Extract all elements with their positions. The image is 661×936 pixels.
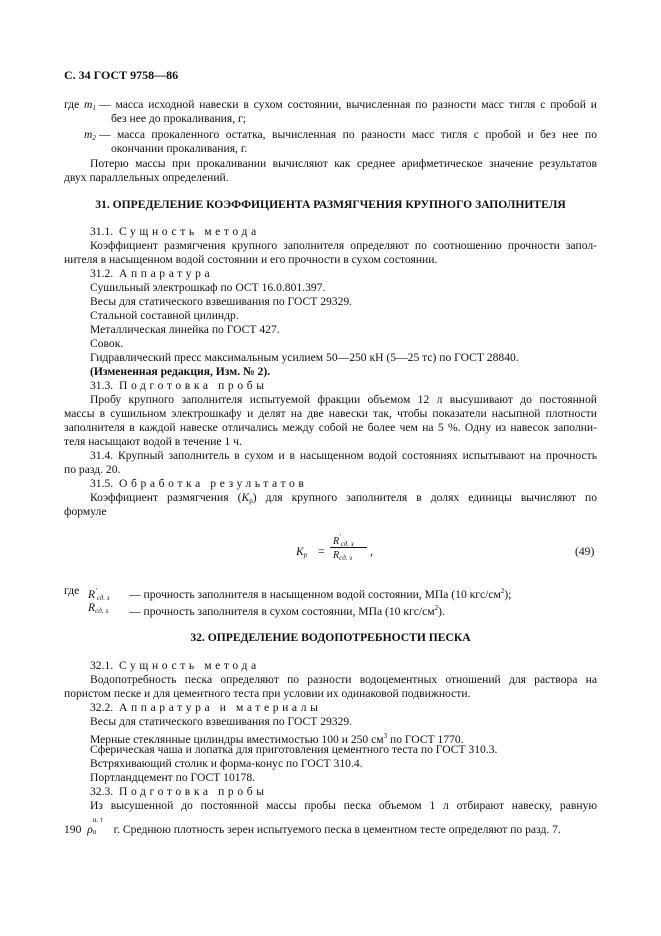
section-32-title: 32. ОПРЕДЕЛЕНИЕ ВОДОПОТРЕБНОСТИ ПЕСКА bbox=[190, 631, 471, 644]
s315-line1: Коэффициент размягчения $(K_р)$ для крупного заполнителя в долях единицы вычисляют по bbox=[90, 491, 597, 505]
m1-definition-line1: — масса исходной навески в сухом состоянии, вычисленная по разности масс тигля с пробой и bbox=[99, 98, 597, 111]
s313-heading: 31.3. Подготовка пробы bbox=[90, 379, 268, 392]
s314-line1: 31.4. Крупный заполнитель в сухом и в насыщенном водой состояниях испытывают на прочность bbox=[90, 449, 597, 462]
amendment-note: (Измененная редакция, Изм. № 2). bbox=[90, 365, 271, 378]
s312-heading: 31.2. Аппаратура bbox=[90, 267, 214, 280]
material-item: Весы для статического взвешивания по ГОСТ 29329. bbox=[90, 715, 353, 728]
formula-number: (49) bbox=[575, 545, 595, 558]
s313-line3: заполнителя в каждой навеске отличались между собой не более чем на 5 %. Одну из навесок заполни- bbox=[64, 421, 597, 434]
where-label: где bbox=[64, 98, 80, 111]
material-item: Портландцемент по ГОСТ 10178. bbox=[90, 771, 256, 784]
s323-line2: 190 ρ н. т п г. Среднюю плотность зерен испытуемого песка в цементном тесте определяют по разд. 7. bbox=[64, 816, 561, 836]
equipment-item: Стальной составной цилиндр. bbox=[90, 309, 239, 322]
legend-r-dry-text: — прочность заполнителя в сухом состоянии, МПа (10 кгс/$см^2$). bbox=[129, 604, 445, 618]
s313-line1: Пробу крупного заполнителя испытуемой фракции объемом 12 л высушивают до постоянной bbox=[90, 393, 597, 406]
m2-definition-line1: — масса прокаленного остатка, вычисленная по разности масс тигля с пробой и без нее по bbox=[99, 128, 597, 141]
formula-fraction bbox=[330, 530, 367, 564]
s313-line4: теля насыщают водой в течение 1 ч. bbox=[64, 435, 242, 448]
s315-line2: формуле bbox=[64, 505, 107, 518]
loss-text-line1: Потерю массы при прокаливании вычисляют как среднее арифметическое значение результатов bbox=[90, 157, 597, 170]
s323-heading: 32.3. Подготовка пробы bbox=[90, 785, 268, 798]
formula-tail: , bbox=[370, 545, 373, 558]
s322-heading: 32.2. Аппаратура и материалы bbox=[90, 701, 322, 714]
m1-symbol: $m_1$ bbox=[84, 98, 96, 112]
equipment-item: Сушильный электрошкаф по ОСТ 16.0.801.397. bbox=[90, 281, 326, 294]
m2-symbol: $m_2$ bbox=[84, 128, 96, 142]
material-item: Сферическая чаша и лопатка для приготовления цементного теста по ГОСТ 310.3. bbox=[90, 743, 498, 756]
s311-line1: Коэффициент размягчения крупного заполнителя определяют по соотношению прочности запол- bbox=[90, 239, 597, 252]
loss-text-line2: двух параллельных определений. bbox=[64, 171, 229, 184]
section-31-title: 31. ОПРЕДЕЛЕНИЕ КОЭФФИЦИЕНТА РАЗМЯГЧЕНИЯ КРУПНОГО ЗАПОЛНИТЕЛЯ bbox=[95, 198, 566, 211]
equipment-item: Металлическая линейка по ГОСТ 427. bbox=[90, 323, 280, 336]
material-item: Мерные стеклянные цилиндры вместимостью 100 и 250 $см^3$ по ГОСТ 1770. bbox=[90, 732, 464, 746]
s315-heading: 31.5. Обработка результатов bbox=[90, 477, 308, 490]
formula-numerator: $R'_{сд. з}$ bbox=[333, 533, 354, 548]
s314-line2: по разд. 20. bbox=[64, 463, 121, 476]
equipment-item: Гидравлический пресс максимальным усилием 50—250 кН (5—25 тс) по ГОСТ 28840. bbox=[90, 351, 519, 364]
legend-r-saturated-symbol: $R'_{сд. з}$ bbox=[88, 587, 110, 602]
formula-equals: = bbox=[318, 545, 325, 558]
legend-r-saturated-text: — прочность заполнителя в насыщенном водой состоянии, МПа (10 кгс/$см^2$); bbox=[129, 587, 512, 601]
m1-definition-line2: без нее до прокаливания, г; bbox=[111, 112, 246, 125]
equipment-item: Совок. bbox=[90, 337, 124, 350]
s311-heading: 31.1. Сущность метода bbox=[90, 225, 260, 238]
formula-lhs: $K_р$ bbox=[296, 545, 308, 559]
s311-line2: нителя в насыщенном водой состоянии и его прочности в сухом состоянии. bbox=[64, 253, 438, 266]
equipment-item: Весы для статического взвешивания по ГОСТ 29329. bbox=[90, 295, 353, 308]
fraction-bar bbox=[330, 547, 367, 548]
formula-denominator: $R_{сд. з}$ bbox=[333, 550, 352, 562]
s321-heading: 32.1. Сущность метода bbox=[90, 659, 260, 672]
s321-line1: Водопотребность песка определяют по разности водоцементных отношений для раствора на bbox=[90, 673, 597, 686]
legend-r-dry-symbol: $R_{сд. з}$ bbox=[88, 601, 108, 615]
legend-where-label: где bbox=[64, 584, 80, 597]
s323-line1: Из высушенной до постоянной массы пробы песка объемом 1 л отбирают навеску, равную bbox=[90, 799, 597, 812]
m2-definition-line2: окончании прокаливания, г. bbox=[111, 142, 248, 155]
s321-line2: пористом песке и для цементного теста при условии их одинаковой подвижности. bbox=[64, 687, 471, 700]
s313-line2: массы в сушильном электрошкафу и делят на две навески так, чтобы показатели насыпной плотности bbox=[64, 407, 597, 420]
page-header: С. 34 ГОСТ 9758—86 bbox=[64, 68, 179, 82]
material-item: Встряхивающий столик и форма-конус по ГОСТ 310.4. bbox=[90, 757, 363, 770]
